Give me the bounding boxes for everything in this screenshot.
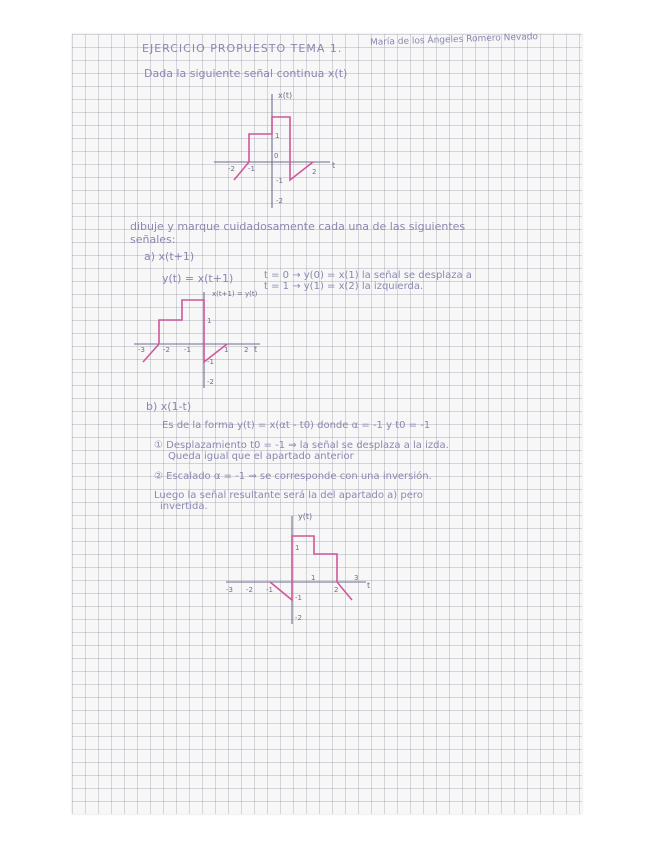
part-a-equation: y(t) = x(t+1) [162, 272, 234, 285]
grapha-tick-xm2: -2 [163, 346, 170, 354]
intro-text: Dada la siguiente señal continua x(t) [144, 67, 348, 80]
part-b-step1a: ① Desplazamiento t0 = -1 ⇒ la señal se desplaza a la izda. [154, 440, 449, 451]
graphb-xlabel: t [367, 581, 371, 590]
instruction-line1: dibuje y marque cuidadosamente cada una de las siguientes [130, 220, 466, 233]
graphb-signal [270, 536, 352, 600]
grapha-tick-ym1: -1 [207, 358, 214, 366]
grapha-tick-xm3: -3 [138, 346, 145, 354]
graph1-xlabel: t [332, 161, 336, 170]
graphb-tick-ym2: -2 [295, 614, 302, 622]
graphb-tick-xm2: -2 [246, 586, 253, 594]
grapha-tick-y1: 1 [207, 317, 212, 325]
graph1-tick-xm2: -2 [228, 165, 235, 173]
graph1-signal [234, 117, 313, 180]
graph1-ylabel: x(t) [278, 91, 293, 100]
graph1-tick-x0: 0 [274, 152, 279, 160]
graph-paper-page [72, 34, 582, 814]
part-b-step2: ② Escalado α = -1 ⇒ se corresponde con una inversión. [154, 471, 432, 482]
instruction-line2: señales: [130, 233, 176, 246]
graphb-tick-x1: 1 [311, 574, 316, 582]
part-b-line1: Es de la forma y(t) = x(αt - t0) donde α = -1 y t0 = -1 [162, 420, 431, 431]
graph1-tick-x2: 2 [312, 168, 317, 176]
exercise-title: EJERCICIO PROPUESTO TEMA 1. [142, 42, 343, 55]
graph1-tick-y1: 1 [275, 132, 280, 140]
graphb-tick-xm1: -1 [266, 586, 273, 594]
grapha-xlabel: t [254, 345, 258, 354]
graphb-tick-x3: 3 [354, 574, 359, 582]
graphb-tick-x2: 2 [334, 586, 339, 594]
graph1-tick-ym2: -2 [276, 197, 283, 205]
grapha-tick-x1: 1 [224, 346, 229, 354]
graphb-tick-y1: 1 [295, 544, 300, 552]
graph-x-t [212, 88, 342, 218]
grapha-tick-x2: 2 [244, 346, 249, 354]
part-a-line1: t = 0 → y(0) = x(1) la señal se desplaza a [264, 270, 472, 281]
graphb-tick-xm3: -3 [226, 586, 233, 594]
graph1-tick-xm1: -1 [248, 165, 255, 173]
part-b-label: b) x(1-t) [146, 400, 192, 413]
graph-part-b [224, 508, 374, 628]
part-b-conclusion1: Luego la señal resultante será la del apartado a) pero [154, 490, 423, 501]
part-b-conclusion2: invertida. [160, 501, 208, 512]
grapha-ylabel: x(t+1) = y(t) [212, 290, 258, 298]
part-b-step1b: Queda igual que el apartado anterior [168, 451, 354, 462]
graphb-ylabel: y(t) [298, 512, 313, 521]
part-a-label: a) x(t+1) [144, 250, 195, 263]
author-name: María de los Ángeles Romero Nevado [369, 32, 539, 48]
graphb-tick-ym1: -1 [295, 594, 302, 602]
graph-part-a [132, 284, 267, 392]
grapha-tick-ym2: -2 [207, 378, 214, 386]
graph1-tick-ym1: -1 [276, 177, 283, 185]
part-a-line2: t = 1 → y(1) = x(2) la izquierda. [264, 281, 424, 292]
grapha-tick-xm1: -1 [184, 346, 191, 354]
